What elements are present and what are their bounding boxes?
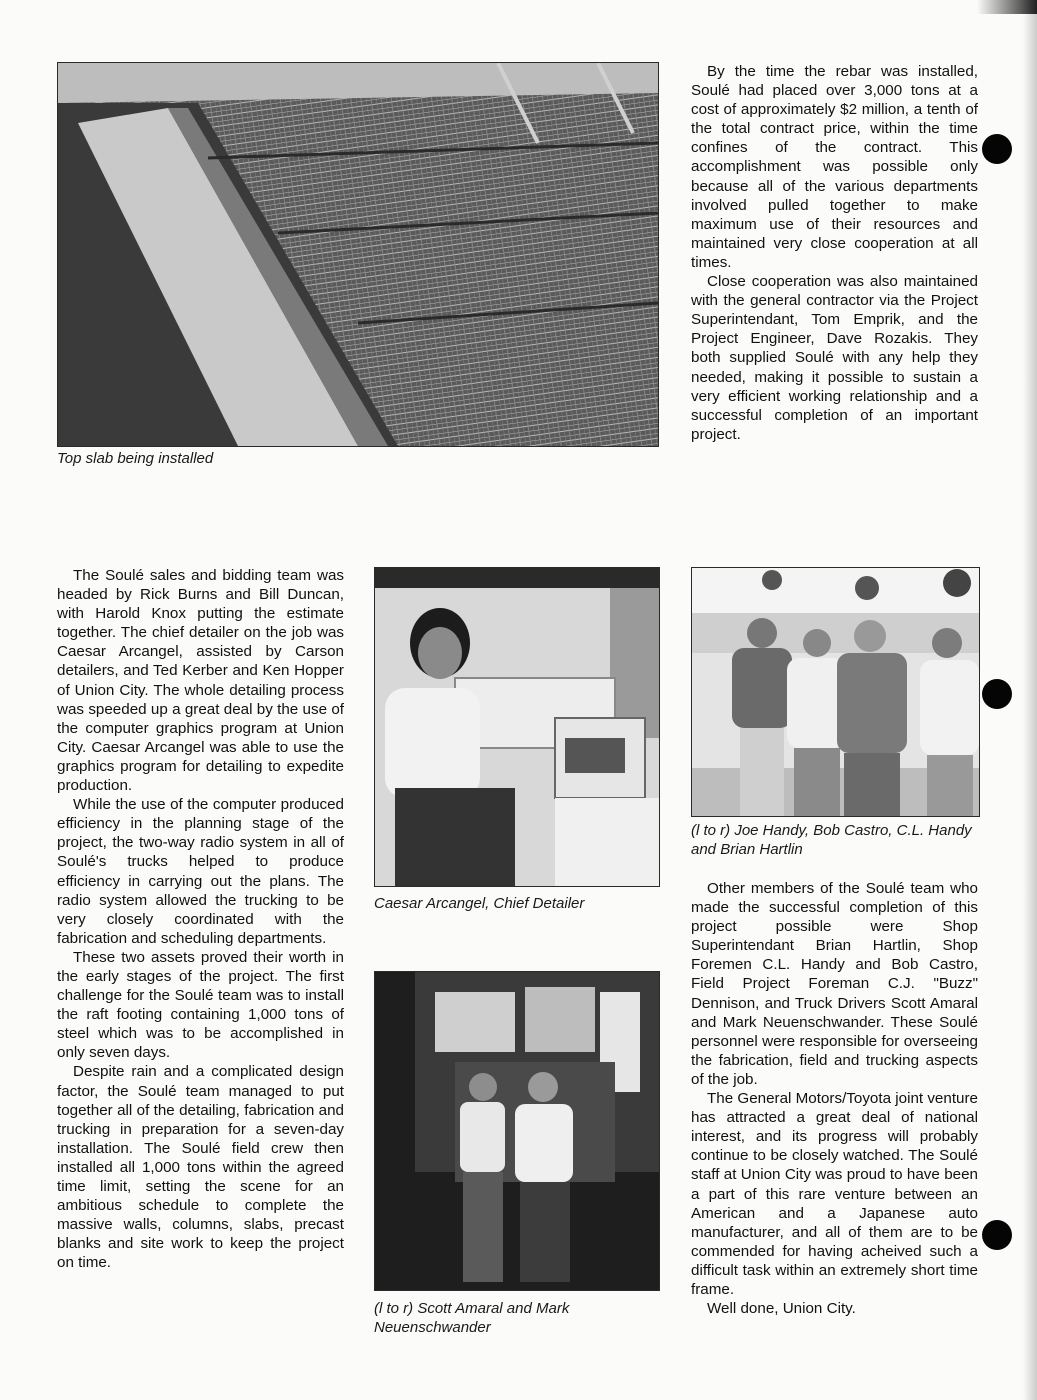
handy-group-caption: (l to r) Joe Handy, Bob Castro, C.L. Handy and Brian Hartlin [691, 822, 972, 858]
caesar-photo [374, 567, 660, 887]
construction-site-image [58, 63, 658, 446]
article-paragraph: Other members of the Soulé team who made the successful completion of this project possible were Shop Superintendant Brian Hartlin, Shop Foremen C.L. Handy and Bob Castro, Field Project Foreman C.J. "Buzz" Dennison, and Truck Drivers Scott Amaral and Mark Neuenschwander. These Soulé personnel were responsible for overseeing the fabrication, field and trucking aspects of the job. [691, 880, 978, 1088]
binder-hole-middle [982, 679, 1012, 709]
four-men-group-image [692, 568, 979, 816]
amaral-photo [374, 971, 660, 1291]
article-paragraph: These two assets proved their worth in the early stages of the project. The first challenge for the Soulé team was to install the raft footing containing 1,000 tons of steel which was to be accomplished in only seven days. [57, 948, 344, 1062]
page-corner-shadow [977, 0, 1037, 14]
binder-hole-top [982, 134, 1012, 164]
article-paragraph: Well done, Union City. [707, 1300, 856, 1318]
article-paragraph: The General Motors/Toyota joint venture has attracted a great deal of national interest, and its progress will probably continue to be closely watched. The Soulé staff at Union City was proud to have been a part of this rare venture between an American and a Japanese auto manufacturer, and all of them are to be commended for having acheived such a difficult task within an extremely short time frame. [691, 1090, 978, 1298]
article-paragraph: Despite rain and a complicated design factor, the Soulé team managed to put together all of the detailing, fabrication and trucking in preparation for a seven-day installation. The Soulé field crew then installed all 1,000 tons within the agreed time limit, setting the scene for an ambitious schedule to complete the massive walls, columns, slabs, precast blanks and site work to keep the project on time. [57, 1063, 344, 1272]
detailer-at-computer-image [375, 568, 659, 886]
amaral-caption: (l to r) Scott Amaral and Mark Neuenschwander [374, 1300, 570, 1336]
top-slab-caption: Top slab being installed [57, 450, 214, 467]
left-article-column [57, 566, 344, 1272]
caesar-caption: Caesar Arcangel, Chief Detailer [374, 895, 585, 912]
right-article-column [691, 879, 978, 1318]
truck-drivers-image [375, 972, 659, 1290]
top-right-article-column [691, 62, 978, 444]
article-paragraph: While the use of the computer produced efficiency in the planning stage of the project, the two-way radio system in all of Soulé's trucks helped to produce efficiency in carrying out the plans. The radio system allowed the trucking to be very closely coordinated with the fabrication and scheduling departments. [57, 796, 344, 947]
binder-hole-bottom [982, 1220, 1012, 1250]
article-paragraph: By the time the rebar was installed, Soulé had placed over 3,000 tons at a cost of approximately $2 million, a tenth of the total contract price, within the time confines of the contract. This accomplishment was possible only because all of the various departments involved pulled together to make maximum use of their resources and maintained very close cooperation at all times. [691, 63, 978, 271]
page-edge-shadow [1023, 0, 1037, 1400]
article-paragraph: The Soulé sales and bidding team was headed by Rick Burns and Bill Duncan, with Harold Knox putting the estimate together. The chief detailer on the job was Caesar Arcangel, assisted by Carson detailers, and Ted Kerber and Ken Hopper of Union City. The whole detailing process was speeded up a great deal by the use of the computer graphics program at Union City. Caesar Arcangel was able to use the graphics program for detailing to expedite production. [57, 567, 344, 795]
handy-group-photo [691, 567, 980, 817]
top-slab-photo [57, 62, 659, 447]
article-paragraph: Close cooperation was also maintained with the general contractor via the Project Superintendant, Tom Emprik, and the Project Engineer, Dave Rozakis. They both supplied Soulé with any help they needed, making it possible to sustain a very efficient working relationship and a successful completion of an important project. [691, 273, 978, 443]
